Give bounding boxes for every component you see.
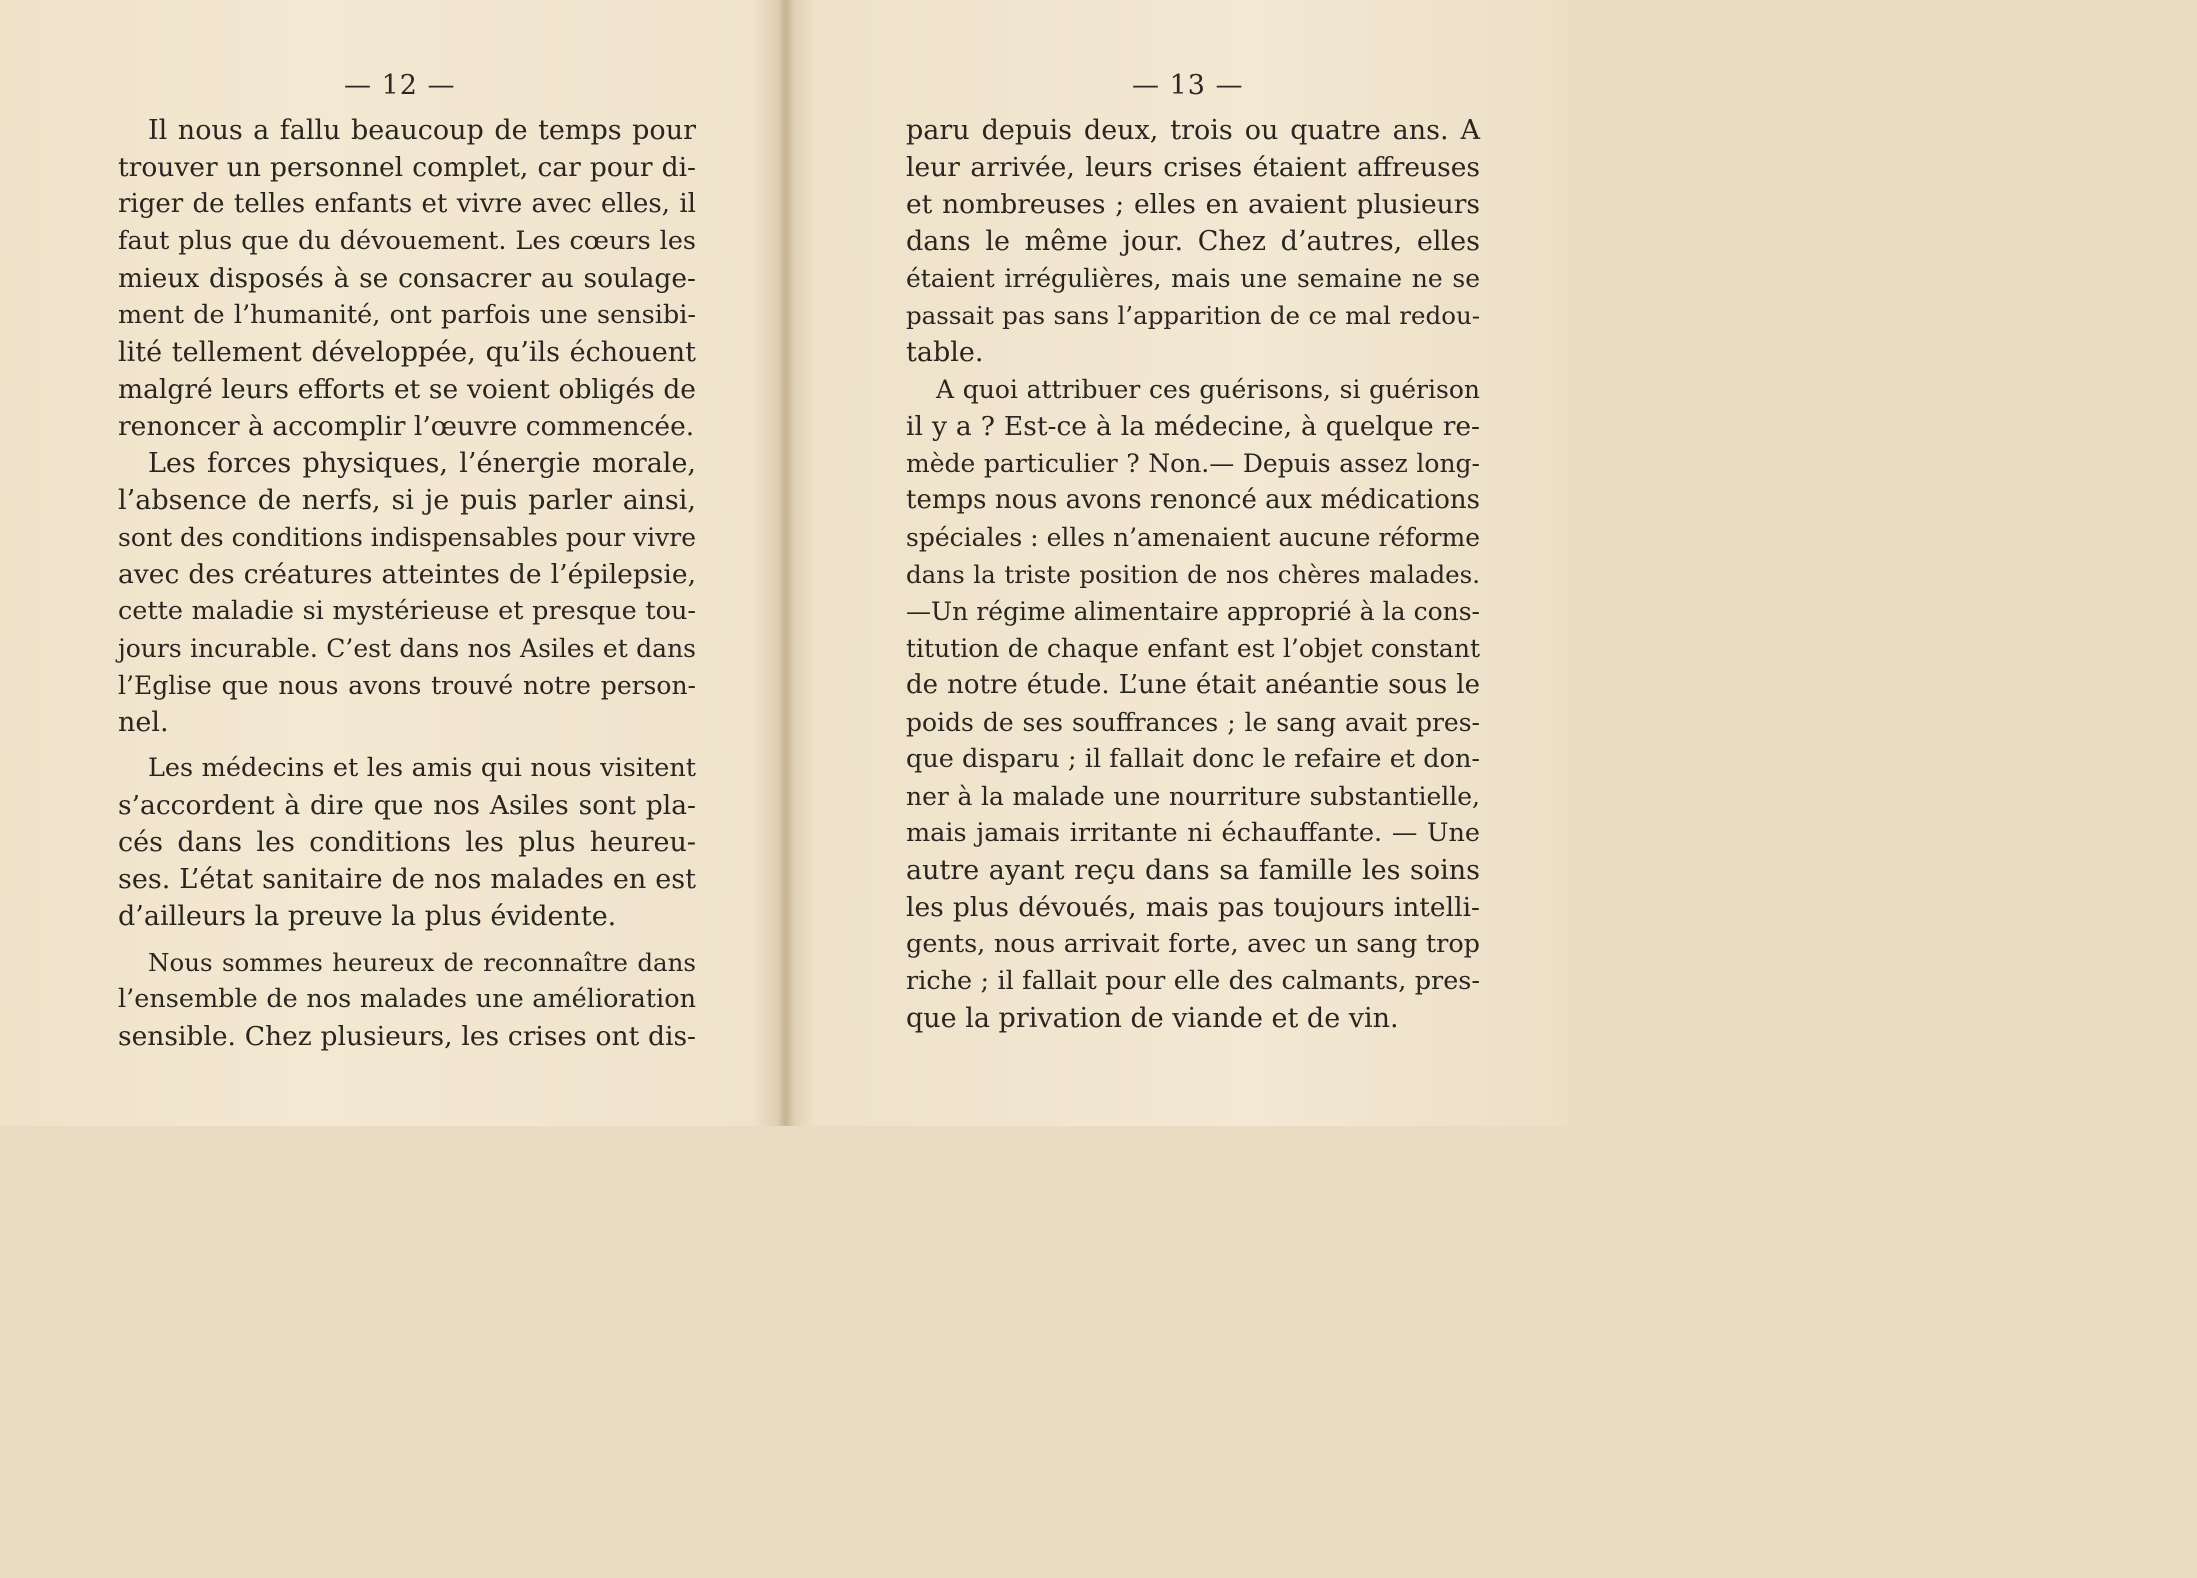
text-line: trouver un personnel complet, car pour di- [118,152,696,183]
text-line: titution de chaque enfant est l’objet constant [906,634,1480,663]
text-line: cette maladie si mystérieuse et presque tou- [118,596,696,626]
text-line: étaient irrégulières, mais une semaine ne se [906,264,1480,293]
text-line: il y a ? Est-ce à la médecine, à quelque re- [906,411,1480,442]
text-line: mais jamais irritante ni échauffante. — Une [906,818,1480,848]
right-page-text [906,112,1480,1037]
text-line: poids de ses souffrances ; le sang avait pres- [906,708,1480,737]
text-line: de notre étude. L’une était anéantie sous le [906,670,1480,700]
text-line: ment de l’humanité, ont parfois une sensibi- [118,300,696,330]
text-line: paru depuis deux, trois ou quatre ans. A [906,115,1480,146]
text-line: table. [906,337,984,368]
text-line: dans la triste position de nos chères malades. [906,560,1480,589]
text-line: et nombreuses ; elles en avaient plusieurs [906,189,1480,220]
text-line: que disparu ; il fallait donc le refaire et don- [906,744,1480,774]
text-line: autre ayant reçu dans sa famille les soins [906,855,1480,886]
text-line: s’accordent à dire que nos Asiles sont pla- [118,790,696,821]
text-line: mède particulier ? Non.— Depuis assez long- [906,449,1480,478]
left-page [0,0,780,1126]
text-line: leur arrivée, leurs crises étaient affreuses [906,152,1480,183]
text-line: malgré leurs efforts et se voient obligés de [118,374,696,405]
text-line: ses. L’état sanitaire de nos malades en est [118,864,696,895]
text-line: renoncer à accomplir l’œuvre commencée. [118,411,695,442]
text-line: Les médecins et les amis qui nous visitent [148,753,696,783]
page-number-right: — 13 — [1132,70,1244,101]
text-line: spéciales : elles n’amenaient aucune réforme [906,523,1480,552]
text-line: riger de telles enfants et vivre avec elles, il [118,189,696,219]
text-line: ner à la malade une nourriture substantielle, [906,782,1480,811]
text-line: gents, nous arrivait forte, avec un sang trop [906,929,1480,959]
text-line: d’ailleurs la preuve la plus évidente. [118,901,617,932]
text-line: sensible. Chez plusieurs, les crises ont dis- [118,1021,696,1052]
text-line: temps nous avons renoncé aux médications [906,485,1480,515]
text-line: sont des conditions indispensables pour vivre [118,523,696,552]
text-line: cés dans les conditions les plus heureu- [118,827,696,858]
text-line: l’absence de nerfs, si je puis parler ainsi, [118,485,696,516]
text-line: —Un régime alimentaire approprié à la cons- [906,597,1480,626]
text-line: dans le même jour. Chez d’autres, elles [906,226,1480,257]
text-line: jours incurable. C’est dans nos Asiles et dans [118,634,696,663]
page-number-left: — 12 — [344,70,456,101]
text-line: Nous sommes heureux de reconnaître dans [148,948,696,977]
text-line: Il nous a fallu beaucoup de temps pour [148,115,696,146]
text-line: mieux disposés à se consacrer au soulage- [118,263,696,294]
text-line: faut plus que du dévouement. Les cœurs les [118,226,696,256]
right-page [792,0,1568,1126]
text-line: nel. [118,707,169,738]
text-line: lité tellement développée, qu’ils échouent [118,337,696,368]
text-line: avec des créatures atteintes de l’épilepsie, [118,559,696,590]
text-line: riche ; il fallait pour elle des calmants, pres- [906,966,1480,996]
text-line: l’ensemble de nos malades une amélioration [118,984,696,1014]
text-line: les plus dévoués, mais pas toujours intelli- [906,892,1480,923]
left-page-text [118,112,696,1055]
text-line: que la privation de viande et de vin. [906,1003,1399,1034]
text-line: l’Eglise que nous avons trouvé notre person- [118,671,696,700]
text-line: passait pas sans l’apparition de ce mal redou- [906,301,1480,330]
text-line: A quoi attribuer ces guérisons, si guérison [936,375,1480,404]
text-line: Les forces physiques, l’énergie morale, [148,448,696,479]
